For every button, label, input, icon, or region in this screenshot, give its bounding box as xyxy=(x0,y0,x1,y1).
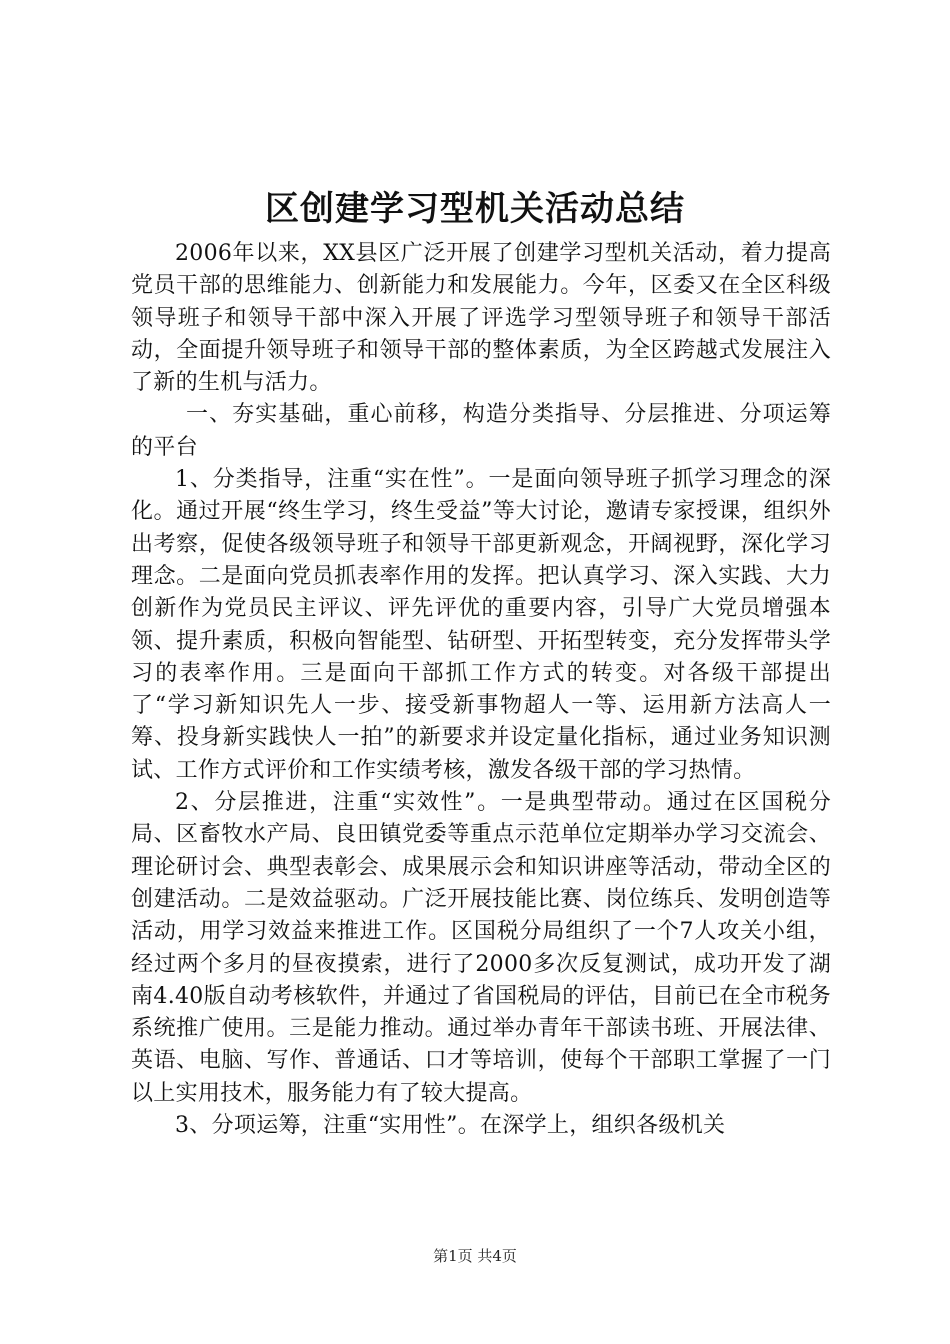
document-body xyxy=(131,238,831,1142)
intro-paragraph: 2006年以来，XX县区广泛开展了创建学习型机关活动，着力提高党员干部的思维能力、创新能力和发展能力。今年，区委又在全区科级领导班子和领导干部中深入开展了评选学习型领导班子和领导干部活动，全面提升领导班子和领导干部的整体素质，为全区跨越式发展注入了新的生机与活力。 xyxy=(131,241,831,396)
body-paragraph: 3、分项运筹，注重“实用性”。在深学上，组织各级机关 xyxy=(175,1113,726,1139)
body-paragraph: 1、分类指导，注重“实在性”。一是面向领导班子抓学习理念的深化。通过开展“终生学习，终生受益”等大讨论，邀请专家授课，组织外出考察，促使各级领导班子和领导干部更新观念，开阔视野，深化学习理念。二是面向党员抓表率作用的发挥。把认真学习、深入实践、大力创新作为党员民主评议、评先评优的重要内容，引导广大党员增强本领、提升素质，积极向智能型、钻研型、开拓型转变，充分发挥带头学习的表率作用。三是面向干部抓工作方式的转变。对各级干部提出了“学习新知识先人一步、接受新事物超人一等、运用新方法高人一筹、投身新实践快人一拍”的新要求并设定量化指标，通过业务知识测试、工作方式评价和工作实绩考核，激发各级干部的学习热情。 xyxy=(131,467,831,783)
page-footer: 第1页 共4页 xyxy=(433,1247,517,1265)
section-heading: 一、夯实基础，重心前移，构造分类指导、分层推进、分项运筹的平台 xyxy=(131,402,831,460)
body-paragraph: 2、分层推进，注重“实效性”。一是典型带动。通过在区国税分局、区畜牧水产局、良田镇党委等重点示范单位定期举办学习交流会、理论研讨会、典型表彰会、成果展示会和知识讲座等活动，带动全区的创建活动。二是效益驱动。广泛开展技能比赛、岗位练兵、发明创造等活动，用学习效益来推进工作。区国税分局组织了一个7人攻关小组，经过两个多月的昼夜摸索，进行了2000多次反复测试，成功开发了湖南4.40版自动考核软件，并通过了省国税局的评估，目前已在全市税务系统推广使用。三是能力推动。通过举办青年干部读书班、开展法律、英语、电脑、写作、普通话、口才等培训，使每个干部职工掌握了一门以上实用技术，服务能力有了较大提高。 xyxy=(131,790,831,1106)
document-title: 区创建学习型机关活动总结 xyxy=(265,189,685,229)
